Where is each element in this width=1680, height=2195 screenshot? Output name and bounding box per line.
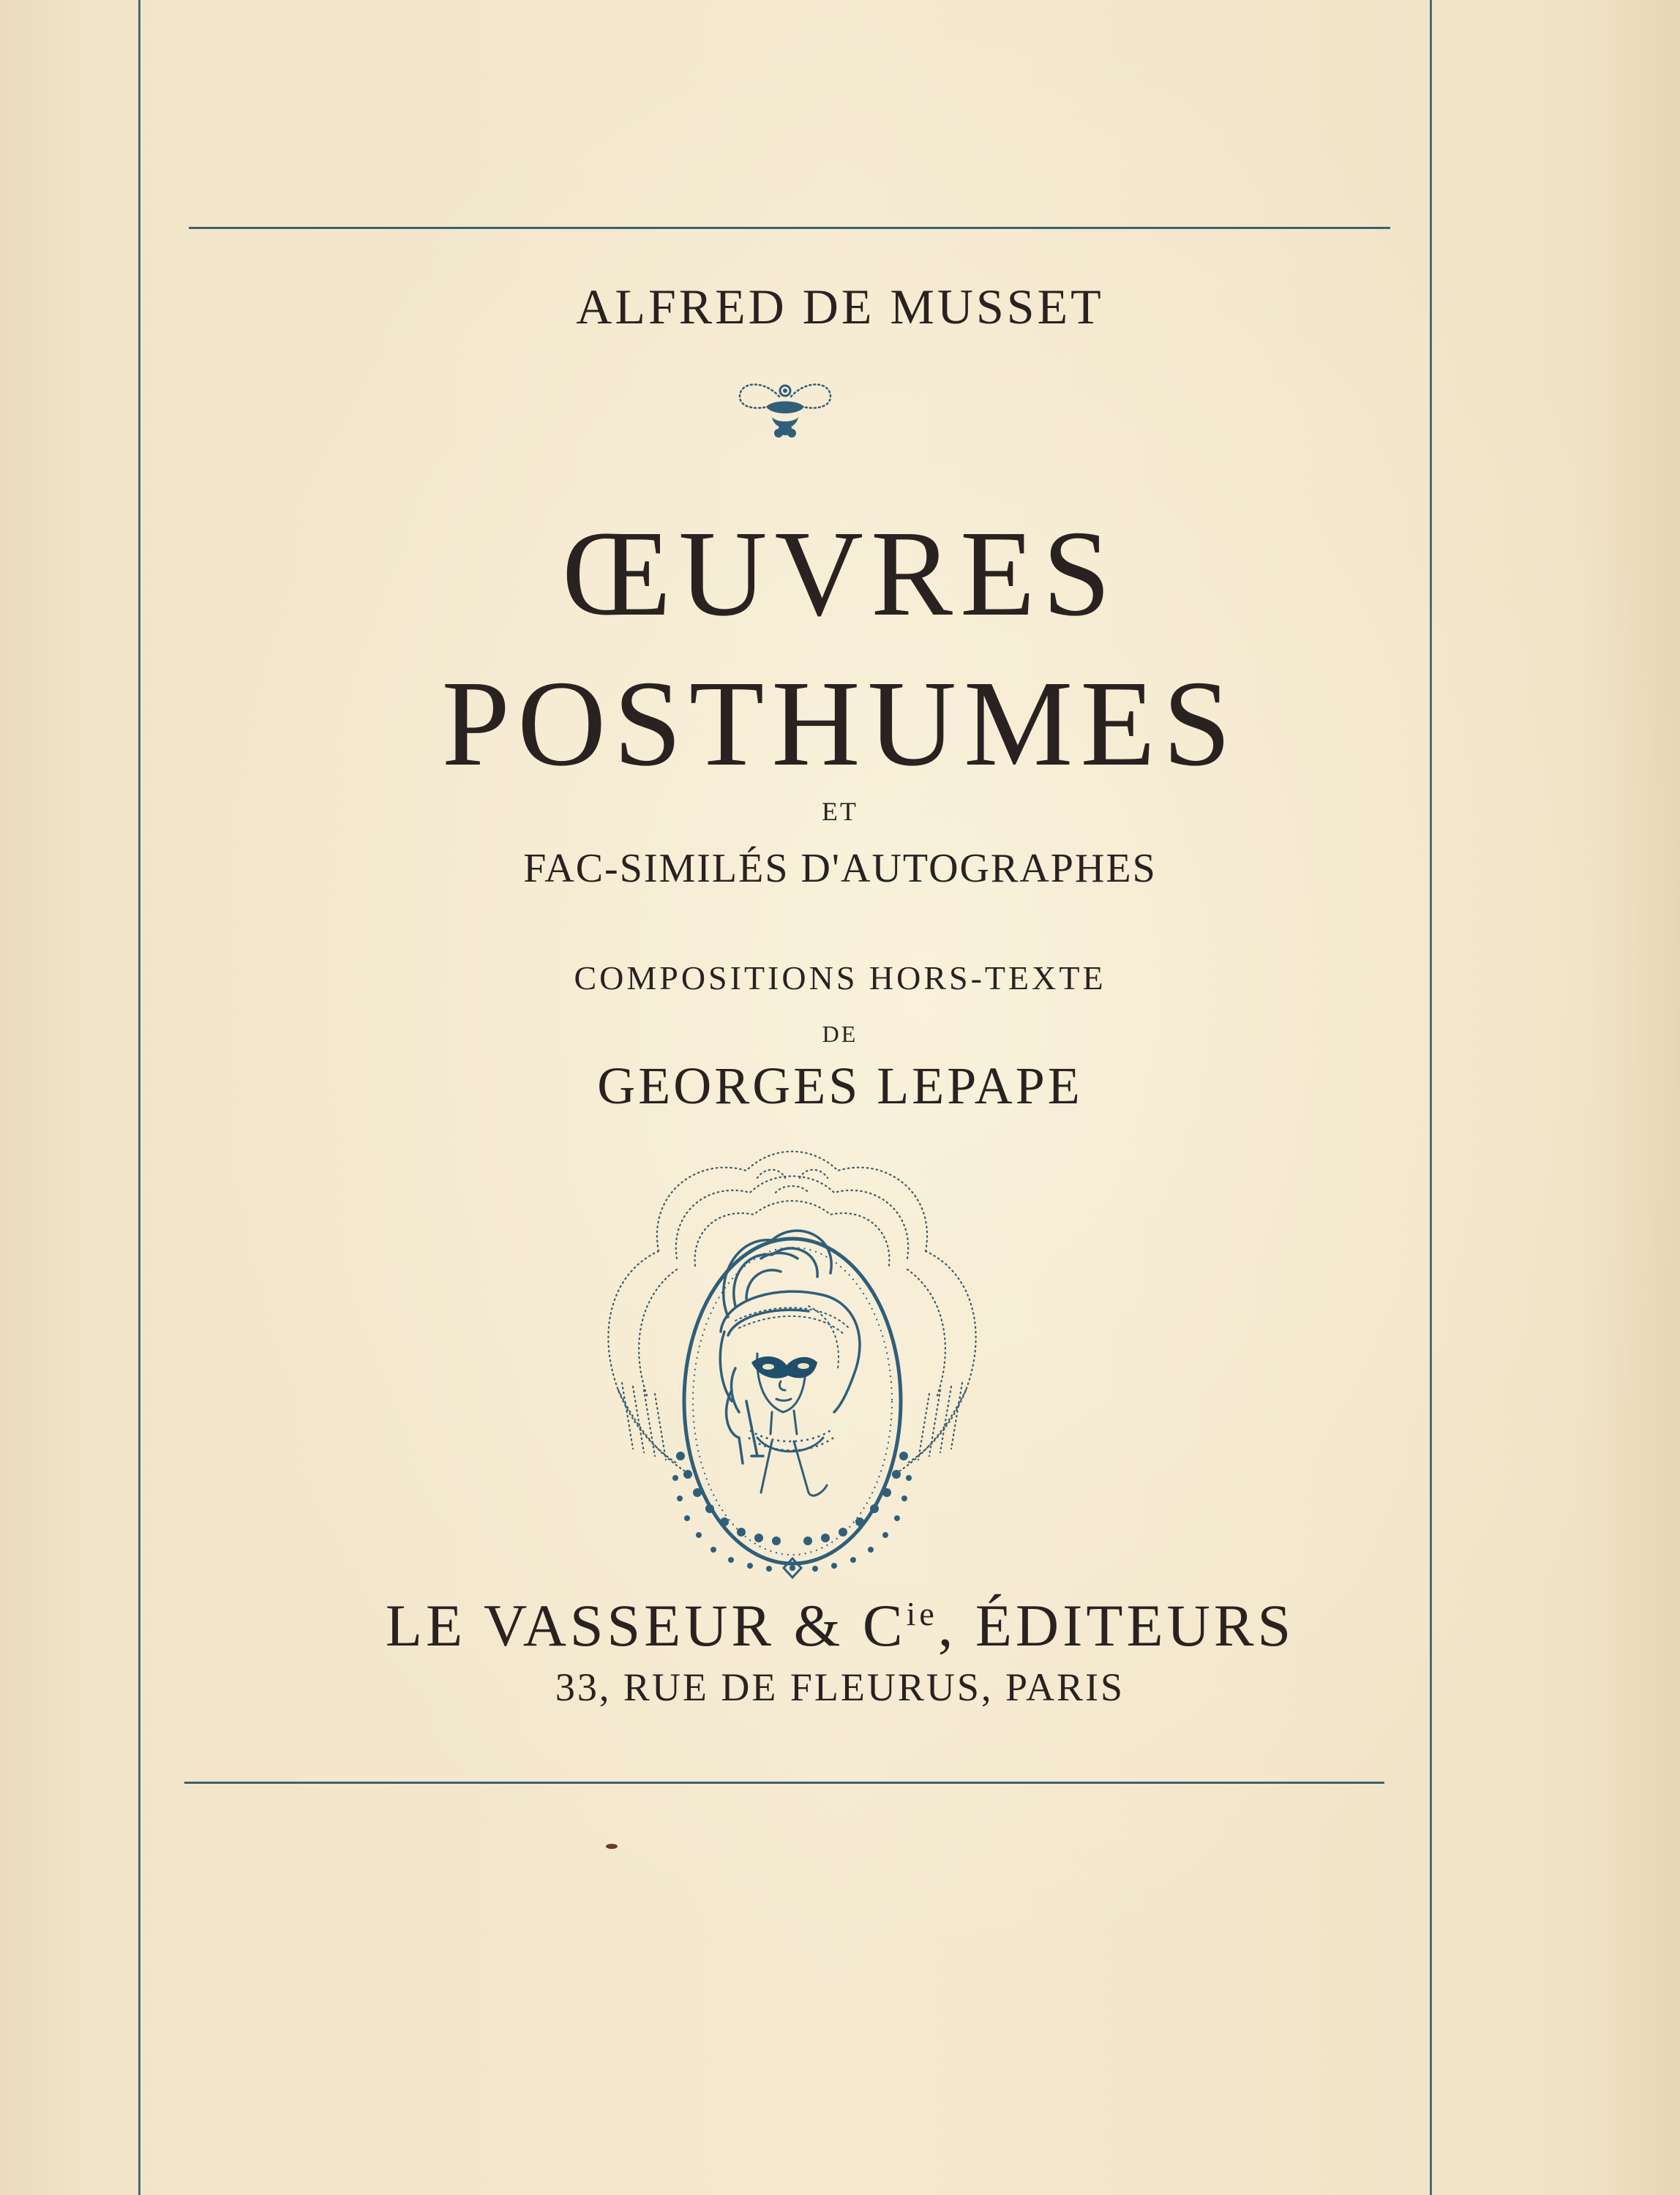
title-line-1: ŒUVRES [561, 506, 1119, 642]
author-name: ALFRED DE MUSSET [576, 279, 1104, 334]
title-line-2: POSTHUMES [441, 656, 1239, 792]
publisher-name [0, 1591, 1680, 1660]
subtitle-facsimiles: FAC-SIMILÉS D'AUTOGRAPHES [523, 846, 1157, 891]
compositions-line: COMPOSITIONS HORS-TEXTE [574, 959, 1106, 997]
paper-speck [606, 1844, 618, 1849]
preposition-de: DE [822, 1021, 858, 1047]
bow-ornament-icon [734, 375, 836, 442]
publisher-name-part-2: , ÉDITEURS [937, 1592, 1295, 1659]
bottom-rule [184, 1782, 1384, 1784]
masked-woman-portrait-vignette [589, 1149, 995, 1580]
top-rule [189, 227, 1390, 229]
publisher-address: 33, RUE DE FLEURUS, PARIS [555, 1665, 1125, 1709]
publisher-name-part-1: LE VASSEUR & C [385, 1592, 907, 1659]
conjunction-et: ET [822, 797, 858, 826]
publisher-superscript: ie [906, 1595, 938, 1632]
illustrator-name: GEORGES LEPAPE [597, 1057, 1083, 1115]
